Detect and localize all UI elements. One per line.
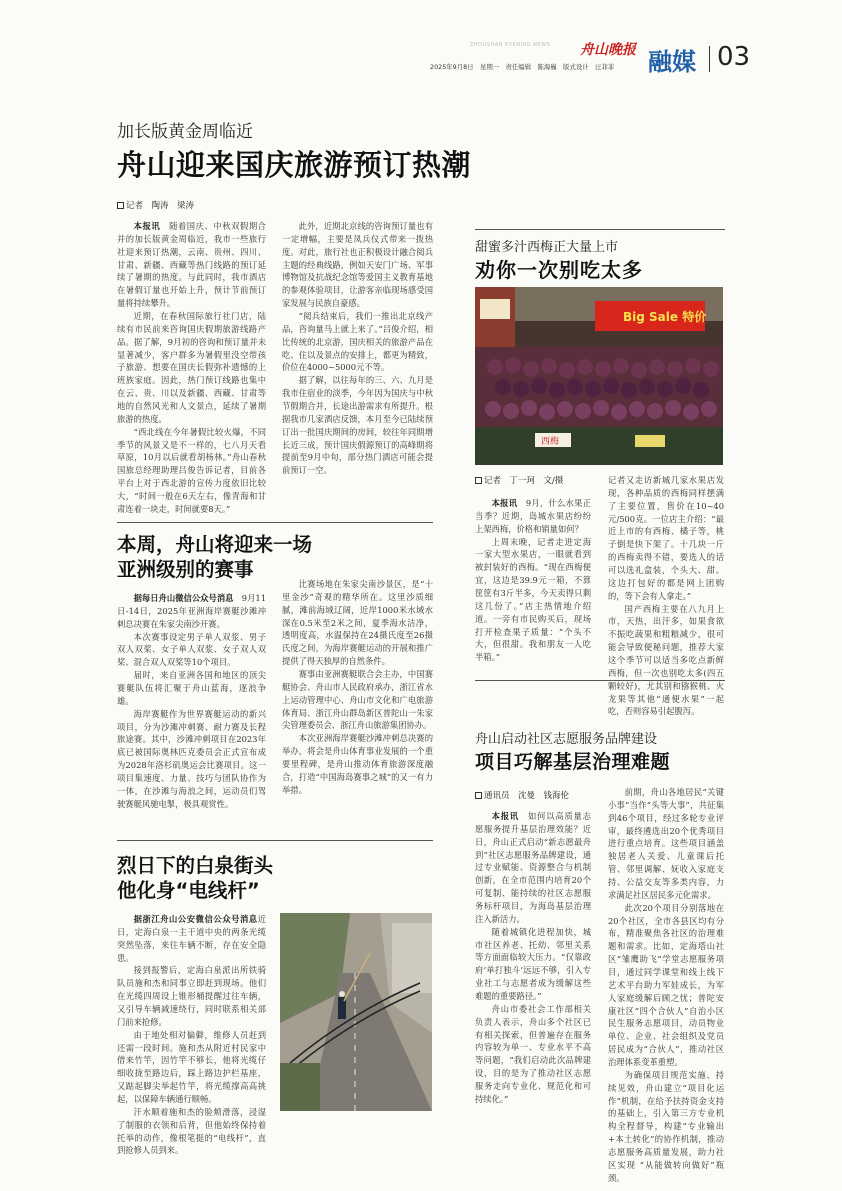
- article5-title: [117, 853, 273, 904]
- title-line: 亚洲级别的赛事: [117, 558, 254, 582]
- masthead-site: ZHOUSHAN EVENING NEWS: [470, 42, 551, 48]
- masthead-date-line: 2025年9月8日 星期一 责任编辑 陈海巍 版式设计 汪菲菲: [430, 63, 615, 71]
- article1-kicker: 加长版黄金周临近: [117, 122, 253, 142]
- article3-p7: 本次亚洲海岸赛艇沙滩冲刺总决赛的举办，将会是舟山体育事业发展的一个重要里程碑，是舟山推动体育旅游深度融合，打造“中国海岛赛事之城”的又一有力举措。: [282, 733, 433, 795]
- lead-tag: 本报讯: [491, 811, 519, 821]
- plums-photo: [475, 287, 723, 465]
- para: 如何以高质量志愿服务提升基层治理效能？近日，舟山正式启动“新志愿最舟到”社区志愿服务品牌建设，通过专业赋能、资源整合与机制创新，在全市范围内培育20个可复制、能持续的社区志愿服务标杆项目，为海岛基层治理注入新活力。: [475, 811, 591, 924]
- article2-col1: [475, 497, 591, 677]
- divider: [117, 840, 433, 841]
- article1-col2: [282, 220, 433, 520]
- article3-p4: 海岸赛艇作为世界赛艇运动的新兴项目，分为沙滩冲刺赛、耐力赛及长程旅途赛。其中，沙滩冲刺项目在2023年底已被国际奥林匹克委员会正式宣布成为2028年洛杉矶奥运会比赛项目。这一项目集速度、力量、技巧与团队协作为一体，在沙滩与海浪之间，运动员们驾驶赛艇风驰电掣，极具观赏性。: [117, 708, 266, 809]
- para: 9月，什么水果正当季？近期，岛城水果店纷纷上架西梅，价格和销量如何？: [475, 498, 591, 534]
- article2-p4: 国产西梅主要在八九月上市，天热，出汗多，如果食欲不振吃蔬果和粗粮减少，很可能会导致便秘问题，推荐大家这个季节可以适当多吃点新鲜西梅，但一次也别吃太多(四五颗较好)，尤其别和猕猴桃、火龙果等其他“通便水果”一起吃，否则容易引起腹泻。: [608, 603, 724, 717]
- article1-p3: “西北线在今年暑假比较火爆，不同季节的风景又是不一样的，七八月天看草原，10月以后就看胡杨林。”舟山春秋国旅总经理助理吕俊告诉记者，目前各平台上对于西北游的宣传力度依旧比较大，“时间一般在6天左右，像青海和甘肃连着一块走，时间就要8天。”: [117, 426, 266, 514]
- article1-p2: 近期，在春秋国际旅行社门店，陆续有市民前来咨询国庆假期旅游线路产品。据了解，9月初的咨询和预订量并未显著减少，客户群多为暑假里没空带孩子旅游、想要在国庆长假弥补遗憾的上班族家庭。因此，热门预订线路也集中在云、贵、川以及新疆、西藏、甘肃等地的自然风光和人文景点，延续了暑期旅游的热度。: [117, 311, 266, 424]
- article4-kicker: 舟山启动社区志愿服务品牌建设: [475, 732, 658, 747]
- article5-p1: [117, 913, 266, 964]
- article2-byline: [475, 474, 563, 486]
- divider: [475, 680, 725, 681]
- article4-col1: [475, 810, 591, 1162]
- byline-box-icon: [117, 202, 124, 209]
- lead-tag: 据每日舟山微信公众号消息: [133, 593, 234, 603]
- title-line: 本周，舟山将迎来一场: [117, 533, 313, 556]
- divider: [117, 522, 433, 523]
- article1-col1: [117, 220, 266, 520]
- plums-photo-drawing: [475, 287, 723, 465]
- plums-tag-text: 西梅: [541, 437, 560, 447]
- para: 随着国庆、中秋双假期合并的加长版黄金周临近，我市一些旅行社迎来预订热潮，云南、贵州、四川、甘肃、新疆、西藏等热门线路的预订延续了暑期的热度。与此同时，我市酒店在暑假订量也开始上升，预计节前预订量将持续攀升。: [117, 221, 266, 309]
- article3-p6: 赛事由亚洲赛艇联合会主办，中国赛艇协会、舟山市人民政府承办，浙江省水上运动管理中心、舟山市文化和广电旅游体育局、浙江舟山群岛新区普陀山一朱家尖管理委员会、浙江舟山旅游集团协办。: [282, 669, 433, 731]
- article2-kicker: 甜蜜多汁西梅正大量上市: [475, 240, 619, 255]
- article2-p3: 记者又走访新城几家水果店发现，各种品质的西梅同样摆满了主要位置，售价在10~40元/500克。一位店主介绍：“最近上市的有西梅、橘子等，桃子倒是快下架了。十几块一斤的西梅卖得不错，要选人的话可以选礼盒装，个头大、甜。这边打包好的都是网上团购的，等下会有人拿走。”: [608, 475, 724, 601]
- article3-title: [117, 532, 312, 583]
- article4-p5: 此次20个项目分别落地在20个社区，全市各县区均有分布，精准聚焦各社区的治理难题和需求。比如，定海塔山社区“雏鹰助飞”学堂志愿服务项目，通过同学课堂和线上线下艺术平台助力军娃成长，为军人家庭缓解后顾之忧；普陀安康社区“四个合伙人”自治小区民生服务志愿项目，动员物业单位、企业、社会组织及党员居民成为“合伙人”，推动社区治理体系变革重塑。: [608, 902, 724, 1068]
- article2-title: 劝你一次别吃太多: [475, 258, 643, 282]
- lead-tag: 据浙江舟山公安微信公众号消息: [133, 914, 258, 924]
- article3-p5: 比赛场地在朱家尖南沙景区，是“十里金沙”奇观的精华所在。这里沙质细腻，滩前海域辽阔，近岸1000米水域水深在0.5米至2米之间，夏季海水洁净，透明度高，水温保持在24摄氏度至26摄氏度之间，为海岸赛艇运动的开展和推广提供了得天独厚的自然条件。: [282, 579, 433, 667]
- byline-text: 通讯员 沈曼 钱海伦: [484, 791, 570, 801]
- section-divider: [709, 46, 710, 72]
- article1-title: 舟山迎来国庆旅游预订热潮: [117, 148, 472, 182]
- page-number: 03: [717, 42, 751, 72]
- article4-col2: [608, 786, 724, 1183]
- masthead: [430, 38, 790, 78]
- article4-p6: 为确保项目规范实施、持续见效，舟山建立“项目化运作”机制，在给予扶持资金支持的基础上，引入第三方专业机构全程督导，构建“专业输出+本土转化”的协作机制，推动志愿服务高质量发展，助力社区实现 “从能做转向做好”瓶颈。: [608, 1069, 724, 1183]
- article3-col2: [282, 578, 433, 838]
- byline-box-icon: [475, 477, 482, 484]
- masthead-brand-logo: 舟山晚报: [580, 42, 636, 58]
- para: 9月11日-14日，2025年亚洲海岸赛艇沙滩冲刺总决赛在朱家尖南沙开赛。: [117, 593, 266, 629]
- article1-p1: [117, 220, 266, 310]
- divider: [475, 229, 725, 230]
- article2-p1: [475, 497, 591, 536]
- article1-p5: “阅兵结束后，我们一推出北京线产品，咨询量马上就上来了。”吕俊介绍，相比传统的北京游，国庆相关的旅游产品在吃、住以及景点的安排上，都更为精致，价位在4000~5000元不等。: [282, 311, 433, 373]
- article4-p2: 随着城镇化进程加快，城市社区养老、托幼、邻里关系等方面面临较大压力。“仅靠政府‘单打独斗’远远不够，引入专业社工与志愿者成为缓解这些难题的重要路径。”: [475, 926, 591, 1002]
- section-name: 融媒: [648, 48, 696, 76]
- article5-col1: [117, 913, 266, 1161]
- article3-col1: [117, 592, 266, 832]
- article5-p3: 由于地处相对偏僻，维修人员赶到还需一段时间。施和杰从附近村民家中借来竹竿，因竹竿不够长，他将光缆仔细收拢至路边后，踩上路边护栏基座，又踮起脚尖举起竹竿，将光缆撑高高挑起，以保障车辆通行顺畅。: [117, 1029, 266, 1105]
- article4-p1: [475, 810, 591, 926]
- article4-byline: [475, 789, 569, 801]
- article3-p3: 届时，来自亚洲各国和地区的顶尖赛艇队伍将汇聚于舟山蓝海，逐浪争雄。: [117, 670, 266, 706]
- article5-p4: 汗水顺着施和杰的脸颊滑落，浸湿了制服的衣领和后背，但他始终保持着托举的动作，像根笔挺的“电线杆”，直到抢修人员到来。: [117, 1106, 266, 1156]
- para: 近日，定海白泉一主干道中央的两条光缆突然坠落，来往车辆不断，存在安全隐患。: [117, 914, 266, 963]
- article1-p6: 据了解，以往每年的三、六、九月是我市住宿业的淡季，今年因为国庆与中秋节假期合并，长途出游需求有所提升。根据我市几家酒店反馈，本月至今已陆续预订出一批国庆期间的房间，较往年同期增长近三成，预计国庆假源预订的高峰期将提前至9月中旬，部分热门酒店可能会提前预订一空。: [282, 375, 433, 476]
- article3-p1: [117, 592, 266, 631]
- title-line: 他化身“电线杆”: [117, 879, 260, 903]
- article2-p2: 上周末晚，记者走进定海一家大型水果店，一眼就看到被封装好的西梅。“现在西梅便宜，这边是39.9元一箱，不算筐筐有3斤半多，今天卖得只剩这几份了。”店主热情地介绍道。一旁有市民购买后，现场打开检查果子质量：“个头不大，但很甜。我和朋友一人吃半箱。”: [475, 536, 591, 663]
- article1-byline: [117, 199, 194, 211]
- plums-sign-text: Big Sale 特价: [623, 310, 707, 324]
- lead-tag: 本报讯: [491, 498, 518, 508]
- article1-p4: 此外，近期北京线的咨询预订量也有一定增幅，主要是凤兵仪式带来一拨热度。对此，旅行社也正积极设计融合阅兵主题的经典线路，例如天安门广场、军事博物馆及抗战纪念馆等爱国主义教育基地的参观体验项目，让游客亲临现场感受国家发展与民族自豪感。: [282, 221, 433, 309]
- lead-tag: 本报讯: [133, 221, 161, 231]
- street-photo-drawing: [280, 913, 432, 1111]
- article3-p2: 本次赛事设定男子单人双浆、男子双人双桨、女子单人双浆、女子双人双桨、混合双人双桨等10个项目。: [117, 631, 266, 668]
- byline-text: 记者 丁一珂 文/摄: [484, 476, 564, 486]
- byline-box-icon: [475, 792, 482, 799]
- article2-col2: [608, 474, 724, 717]
- article5-p2: 接到报警后，定海白泉派出所铁骑队员施和杰和同事立即赶到现场。他们在光缆四周设上锥形桶提醒过往车辆，又引导车辆减速绕行，同时联系相关部门前来抢修。: [117, 965, 266, 1027]
- article4-title: 项目巧解基层治理难题: [475, 751, 671, 773]
- street-photo: [280, 913, 432, 1111]
- title-line: 烈日下的白泉街头: [117, 854, 274, 877]
- article4-p3: 舟山市委社会工作部相关负责人表示，舟山多个社区已有相关探索，但普遍存在服务内容较为单一、专业水平不高等问题，“我们启动此次品牌建设，目的是为了推动社区志愿服务走向专业化、规范化和可持续化。”: [475, 1003, 591, 1104]
- article4-p4: 前期，舟山各地居民“关键小事”当作“头等大事”，共征集到46个项目，经过多轮专业评审，最终遴选出20个优秀项目进行重点培育。这些项目涵盖独居老人关爱、儿童课后托管、邻里调解、妩收入家庭支持、公益交友等多类内容，力求满足社区居民多元化需求。: [608, 787, 724, 900]
- byline-text: 记者 陶涛 梁涛: [126, 201, 195, 211]
